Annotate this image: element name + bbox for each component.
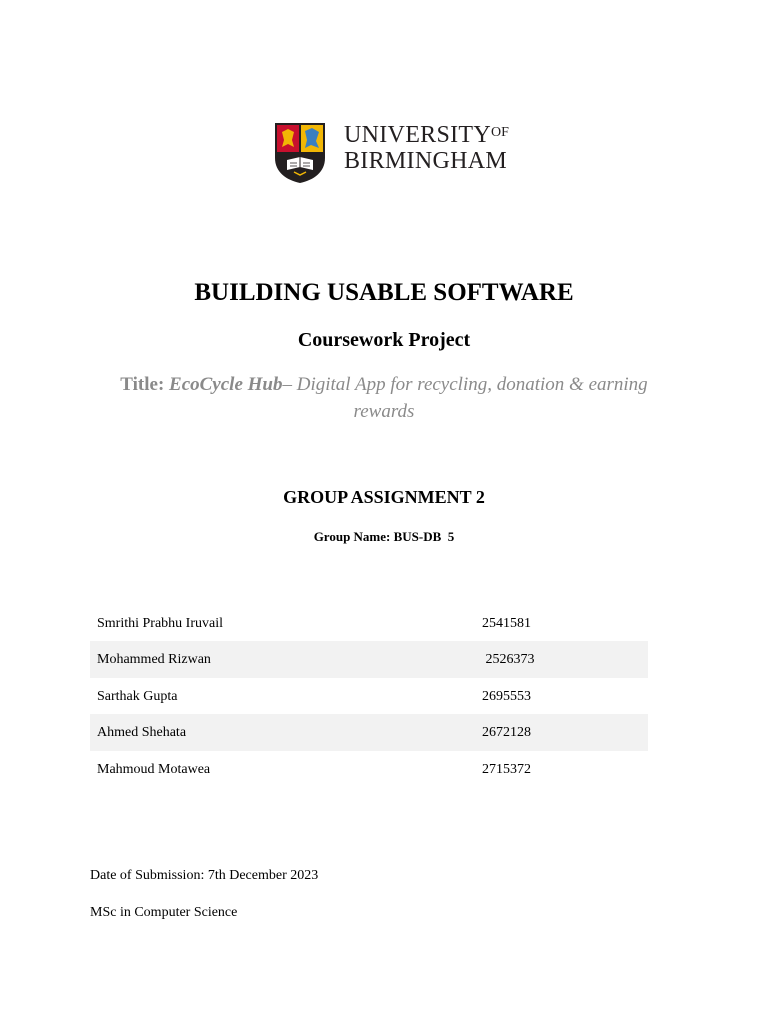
project-title-label: Title: [120,374,165,395]
member-id: 2541581 [482,616,531,631]
member-name: Smrithi Prabhu Iruvail [97,616,223,631]
member-id: 2672128 [482,725,531,741]
university-wordmark [344,120,509,174]
degree-programme: MSc in Computer Science [90,905,238,920]
wordmark-line2: BIRMINGHAM [344,148,508,174]
project-title [90,371,678,425]
member-name: Mahmoud Motawea [97,761,211,777]
group-name: Group Name: BUS-DB 5 [313,529,455,544]
table-row [90,751,648,787]
table-row [90,678,648,714]
wordmark-of: OF [491,125,509,140]
assignment-heading: GROUP ASSIGNMENT 2 [283,487,485,507]
member-id: 2695553 [482,688,531,704]
table-row [90,641,648,677]
member-id: 2526373 [482,652,535,668]
wordmark-line1: UNIVERSITY [344,122,491,148]
project-app-name: EcoCycle Hub [169,374,283,395]
course-title: BUILDING USABLE SOFTWARE [194,279,574,306]
university-logo [274,120,524,184]
project-description: – Digital App for recycling, donation & earning rewards [282,374,648,422]
submission-date: Date of Submission: 7th December 2023 [90,868,319,883]
member-name: Ahmed Shehata [97,725,187,741]
members-table [90,605,648,787]
member-name: Sarthak Gupta [97,688,178,704]
member-id: 2715372 [482,761,531,777]
coursework-subtitle: Coursework Project [297,329,471,351]
table-row [90,605,648,641]
member-name: Mohammed Rizwan [97,652,211,668]
university-crest-icon [274,122,326,184]
table-row [90,714,648,750]
